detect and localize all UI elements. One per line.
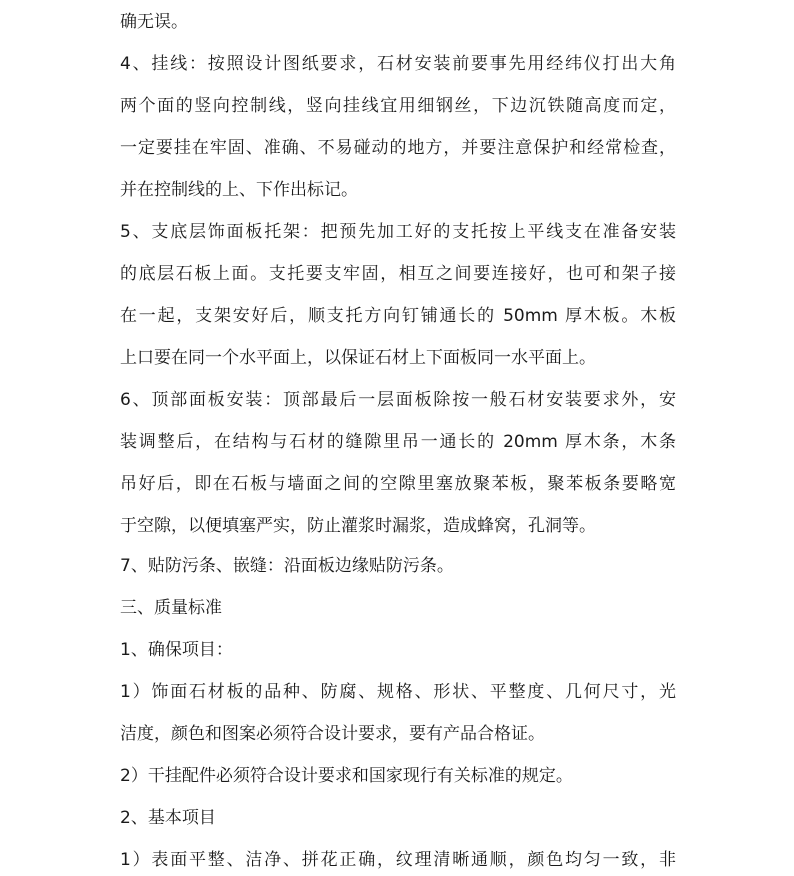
text-line: 的底层石板上面。支托要支牢固，相互之间要连接好，也可和架子接 xyxy=(120,264,676,284)
text-line: 7、贴防污条、嵌缝：沿面板边缘贴防污条。 xyxy=(120,556,454,576)
text-line: 上口要在同一个水平面上，以保证石材上下面板同一水平面上。 xyxy=(120,348,596,368)
text-line: 确无误。 xyxy=(120,12,188,32)
text-line: 吊好后，即在石板与墙面之间的空隙里塞放聚苯板，聚苯板条要略宽 xyxy=(120,474,676,494)
text-line: 一定要挂在牢固、准确、不易碰动的地方，并要注意保护和经常检查， xyxy=(120,138,676,158)
subsection-heading: 1、确保项目： xyxy=(120,640,233,660)
text-line: 1）饰面石材板的品种、防腐、规格、形状、平整度、几何尺寸，光 xyxy=(120,682,676,702)
text-line: 两个面的竖向控制线，竖向挂线宜用细钢丝，下边沉铁随高度而定， xyxy=(120,96,676,116)
text-line: 在一起，支架安好后，顺支托方向钉铺通长的 50mm 厚木板。木板 xyxy=(120,306,676,326)
text-line: 洁度，颜色和图案必须符合设计要求，要有产品合格证。 xyxy=(120,724,545,744)
text-line: 2）干挂配件必须符合设计要求和国家现行有关标准的规定。 xyxy=(120,766,573,786)
section-heading: 三、质量标准 xyxy=(120,598,222,618)
text-line: 6、顶部面板安装：顶部最后一层面板除按一般石材安装要求外，安 xyxy=(120,390,676,410)
text-line: 于空隙，以便填塞严实，防止灌浆时漏浆，造成蜂窝，孔洞等。 xyxy=(120,516,596,536)
text-line: 并在控制线的上、下作出标记。 xyxy=(120,180,358,200)
text-line: 装调整后，在结构与石材的缝隙里吊一通长的 20mm 厚木条，木条 xyxy=(120,432,676,452)
text-line: 5、支底层饰面板托架：把预先加工好的支托按上平线支在准备安装 xyxy=(120,222,676,242)
text-line: 4、挂线：按照设计图纸要求，石材安装前要事先用经纬仪打出大角 xyxy=(120,54,676,74)
text-line: 1）表面平整、洁净、拼花正确，纹理清晰通顺，颜色均匀一致，非 xyxy=(120,850,676,870)
subsection-heading: 2、基本项目 xyxy=(120,808,216,828)
